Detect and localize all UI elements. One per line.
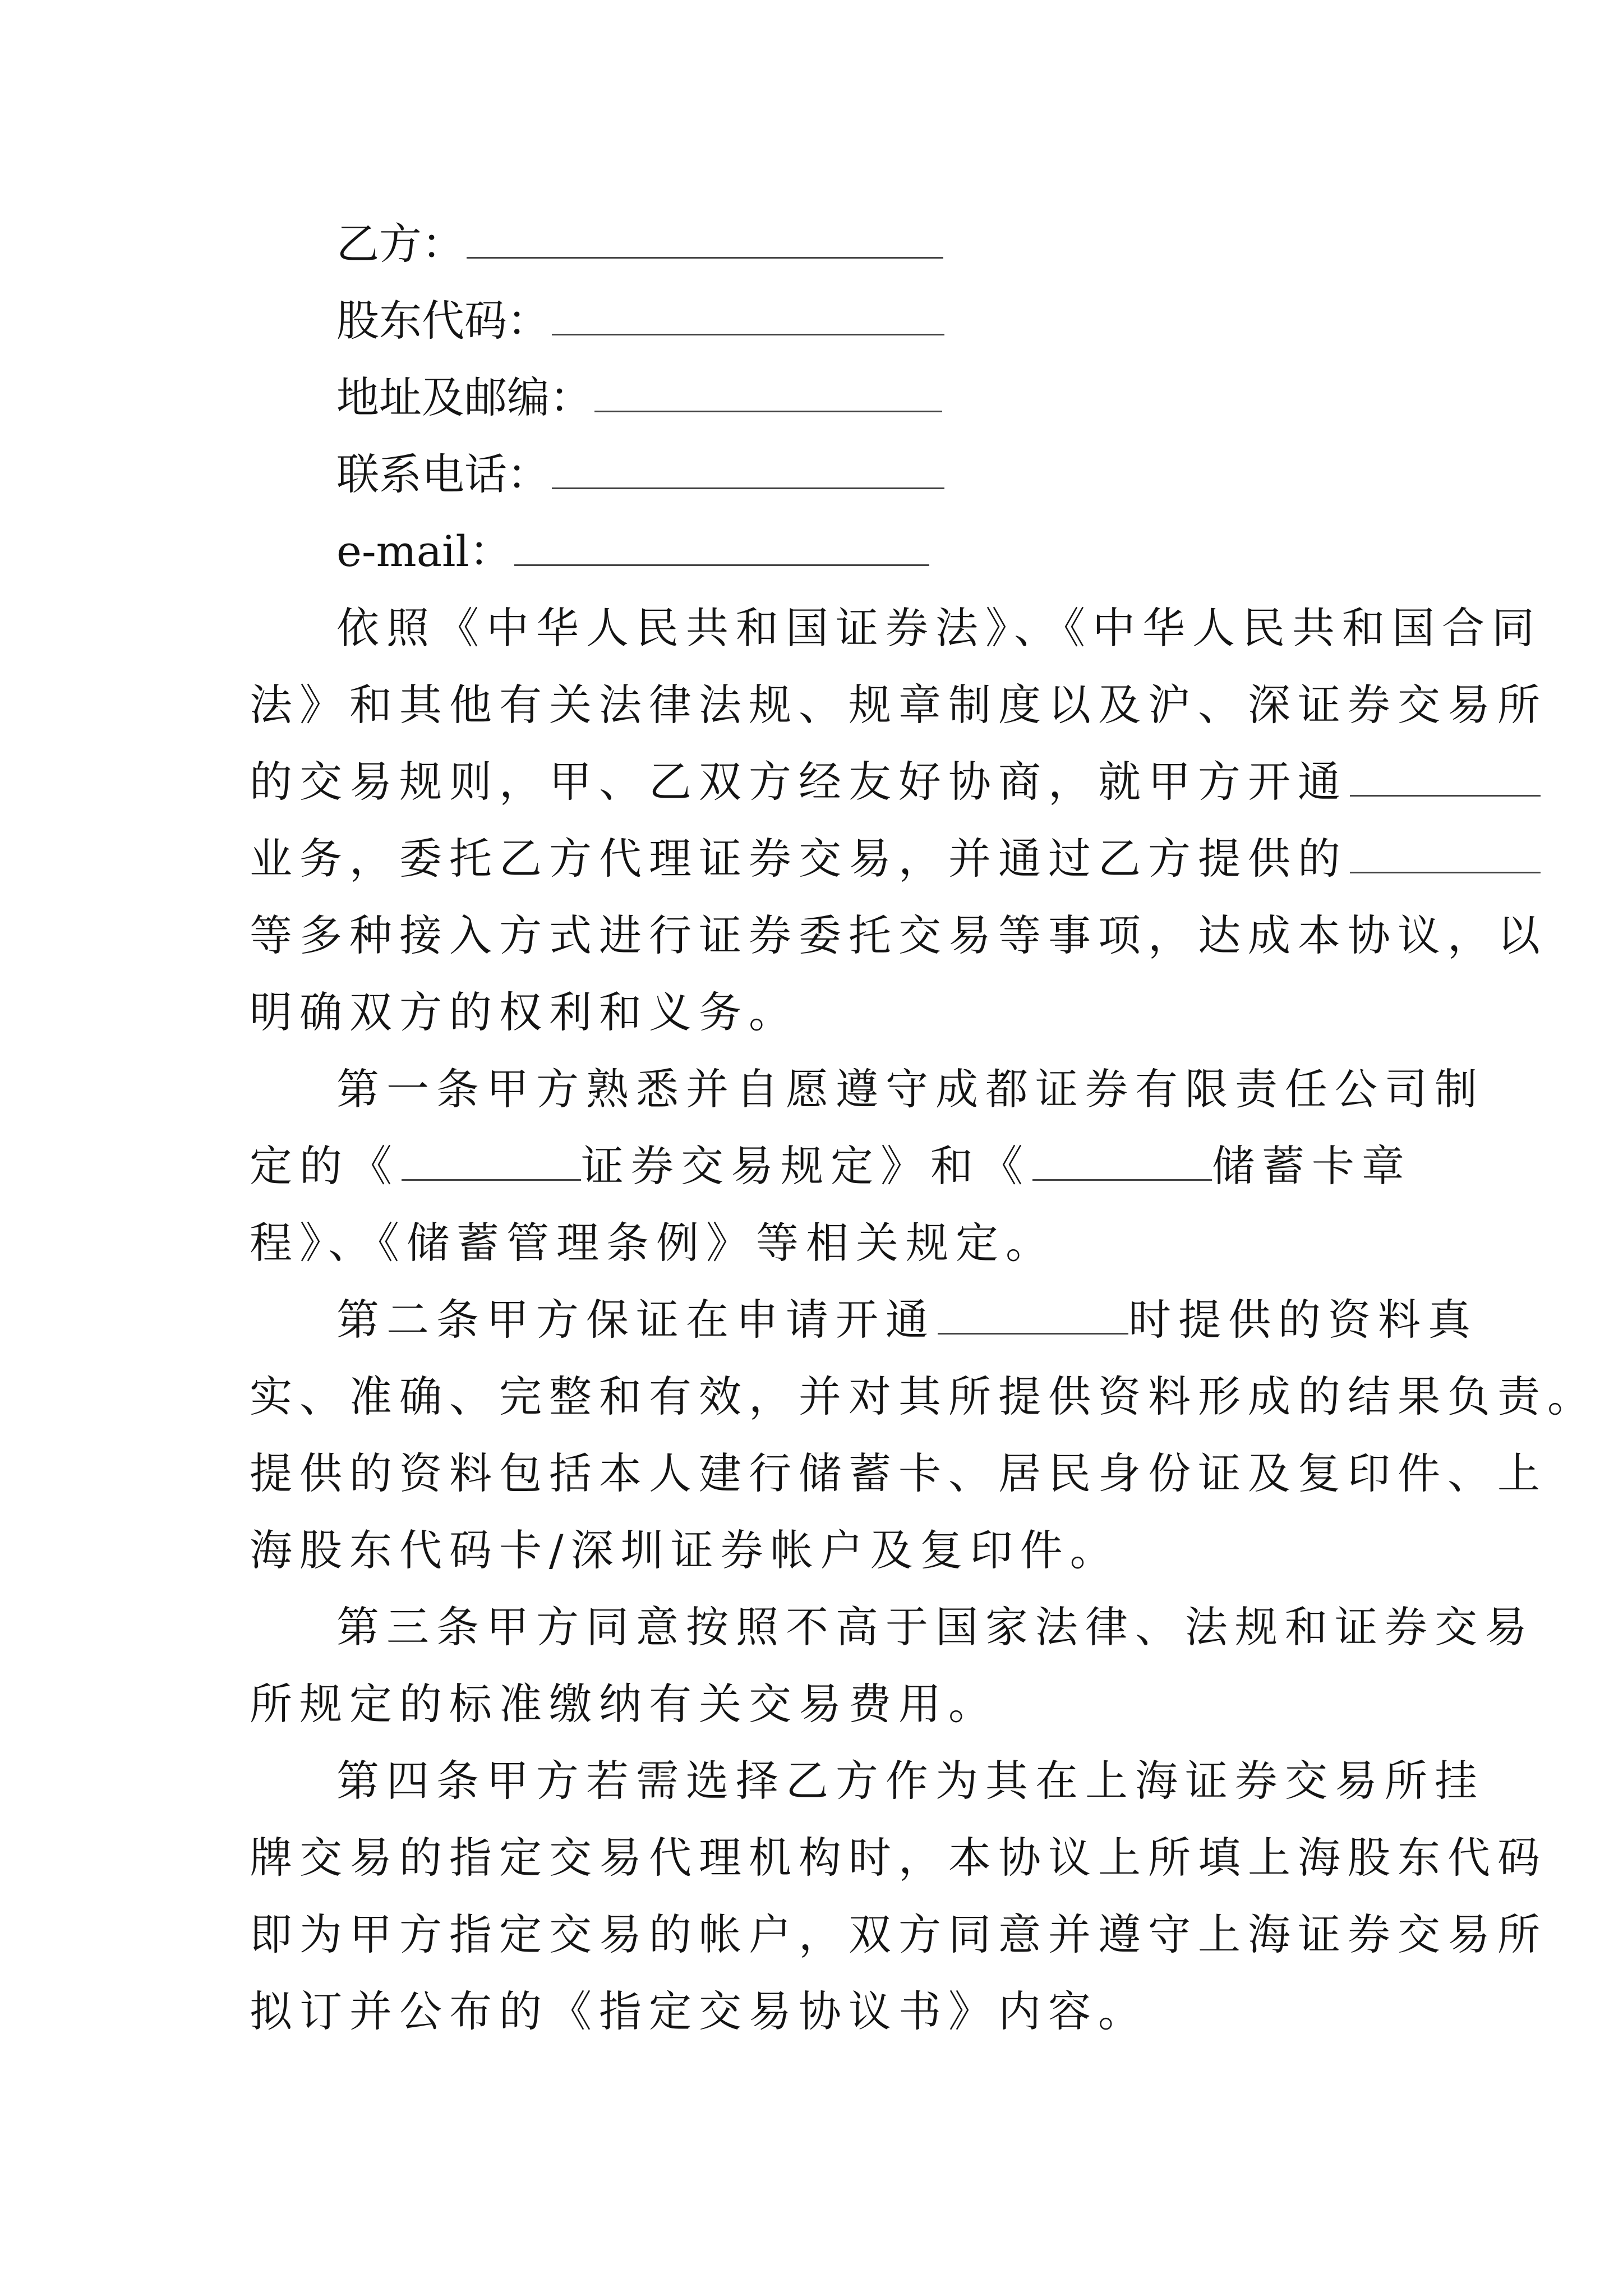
field-label: 联系电话： xyxy=(336,449,550,499)
field-address-postcode xyxy=(336,370,942,426)
preamble-line: 明确双方的权利和义务。 xyxy=(250,987,799,1037)
blank-line xyxy=(1350,760,1541,797)
article1-line: 程》、《储蓄管理条例》等相关规定。 xyxy=(250,1218,1055,1268)
preamble-line xyxy=(250,831,1541,887)
field-label: 地址及邮编： xyxy=(336,372,592,422)
blank-line xyxy=(1350,837,1541,873)
article1-text: 储蓄卡章 xyxy=(1212,1141,1412,1191)
article1-text: 证券交易规定》和《 xyxy=(581,1141,1030,1191)
blank-line xyxy=(402,1144,581,1181)
blank-line xyxy=(552,453,944,489)
article1-line: 第一条甲方熟悉并自愿遵守成都证券有限责任公司制 xyxy=(336,1064,1484,1114)
field-label: e-mail： xyxy=(336,526,512,576)
preamble-line: 依照《中华人民共和国证券法》、《中华人民共和国合同 xyxy=(336,603,1542,653)
preamble-line xyxy=(250,754,1541,810)
blank-line xyxy=(594,376,942,412)
article2-text: 时提供的资料真 xyxy=(1128,1295,1478,1345)
article3-line: 第三条甲方同意按照不高于国家法律、法规和证券交易 xyxy=(336,1602,1534,1652)
article4-line: 即为甲方指定交易的帐户，双方同意并遵守上海证券交易所 xyxy=(250,1910,1547,1959)
article2-line: 实、准确、完整和有效，并对其所提供资料形成的结果负责。 xyxy=(250,1372,1597,1421)
article2-line: 提供的资料包括本人建行储蓄卡、居民身份证及复印件、上 xyxy=(250,1448,1547,1498)
preamble-line: 等多种接入方式进行证券委托交易等事项，达成本协议，以 xyxy=(250,910,1547,960)
field-email xyxy=(336,523,929,579)
preamble-text: 的交易规则，甲、乙双方经友好协商，就甲方开通 xyxy=(250,757,1348,807)
article4-line: 拟订并公布的《指定交易协议书》内容。 xyxy=(250,1986,1148,2036)
field-party-b xyxy=(336,216,943,272)
article2-line xyxy=(336,1292,1478,1348)
article1-line xyxy=(250,1138,1412,1194)
blank-line xyxy=(1032,1144,1212,1181)
article1-text: 定的《 xyxy=(250,1141,399,1191)
article2-line: 海股东代码卡/深圳证券帐户及复印件。 xyxy=(250,1525,1120,1575)
blank-line xyxy=(938,1298,1128,1335)
blank-line xyxy=(552,299,944,335)
preamble-text: 业务，委托乙方代理证券交易，并通过乙方提供的 xyxy=(250,834,1348,884)
field-phone xyxy=(336,447,944,503)
blank-line xyxy=(467,222,943,259)
article3-line: 所规定的标准缴纳有关交易费用。 xyxy=(250,1679,998,1729)
blank-line xyxy=(514,530,929,566)
field-label: 乙方： xyxy=(336,219,464,269)
preamble-line: 法》和其他有关法律法规、规章制度以及沪、深证券交易所 xyxy=(250,680,1547,730)
article2-text: 第二条甲方保证在申请开通 xyxy=(336,1295,935,1345)
article4-line: 牌交易的指定交易代理机构时，本协议上所填上海股东代码 xyxy=(250,1833,1547,1883)
field-label: 股东代码： xyxy=(336,296,550,346)
field-shareholder-code xyxy=(336,293,944,349)
article4-line: 第四条甲方若需选择乙方作为其在上海证券交易所挂 xyxy=(336,1756,1484,1806)
